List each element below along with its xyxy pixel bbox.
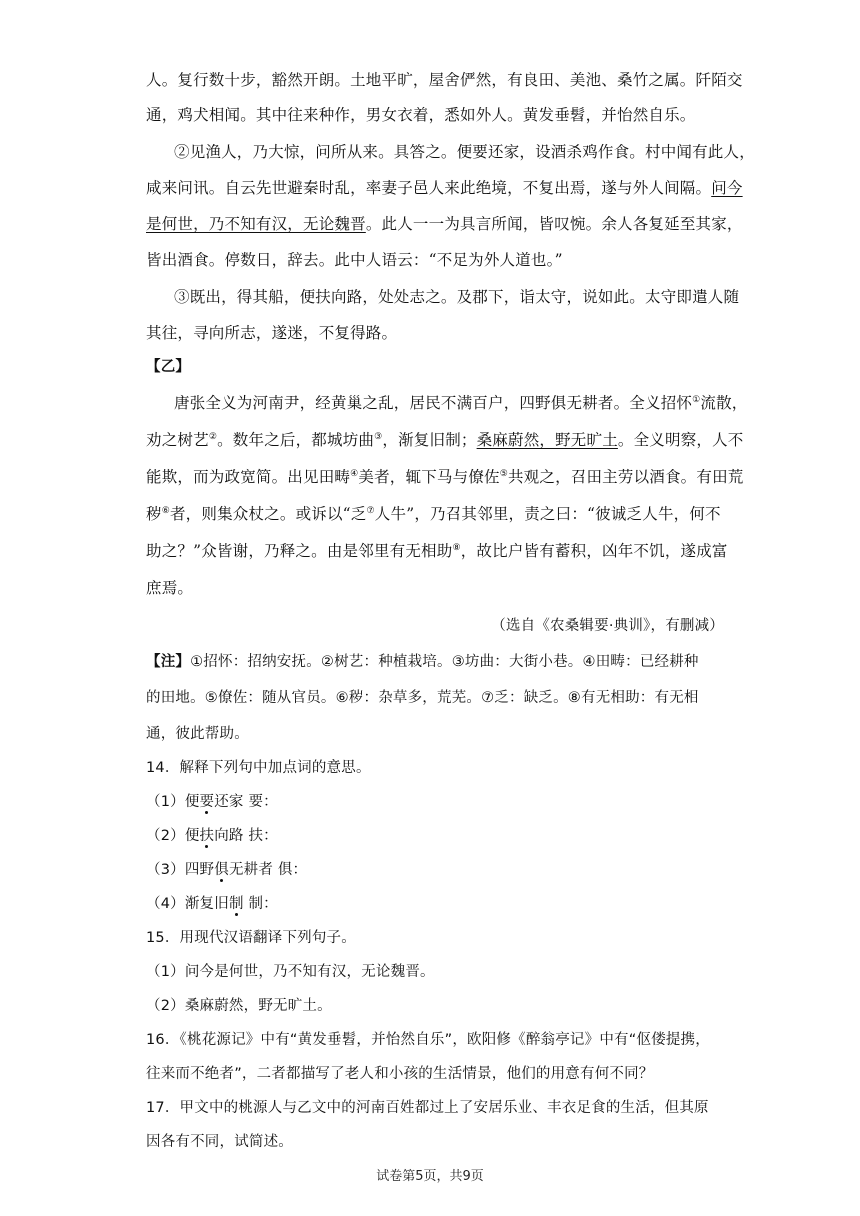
passage-jia-line: ③既出，得其船，便扶向路，处处志之。及郡下，诣太守，说如此。太守即遣人随 (174, 288, 740, 306)
passage-yi-label: 【乙】 (146, 359, 191, 375)
underlined-sentence: 桑麻蔚然，野无旷土 (476, 431, 618, 449)
text-span: 。数年之后，都城坊曲 (217, 431, 375, 449)
passage-jia-line (146, 214, 743, 234)
footnote-marker: ③ (374, 431, 383, 442)
text-span: 制： (243, 896, 278, 912)
question-16-line: 往来而不绝者”，二者都描写了老人和小孩的生活情景，他们的用意有何不同？ (146, 1066, 654, 1082)
notes-label: 【注】 (146, 654, 191, 670)
text-span: 流散， (700, 394, 748, 412)
text-span: ，渐复旧制； (382, 431, 477, 449)
passage-yi-line (146, 541, 726, 561)
footnote-marker: ⑧ (452, 542, 461, 553)
text-span: 秽 (146, 505, 162, 523)
text-span: 人牛”，乃召其邻里，责之曰：“彼诚乏人牛，何不 (374, 505, 721, 523)
notes-line (146, 652, 726, 672)
question-16-line: 16．《桃花源记》中有“黄发垂髫，并怡然自乐”，欧阳修《醉翁亭记》中有“伛偻提携， (146, 1032, 710, 1048)
passage-yi-line (146, 504, 726, 524)
text-span: （2）便 (146, 828, 200, 844)
passage-jia-line (146, 178, 743, 198)
footnote-marker: ① (692, 394, 701, 405)
footnote-marker: ⑦ (366, 505, 375, 516)
passage-yi-line (146, 430, 744, 450)
notes-line: 通，彼此帮助。 (146, 726, 249, 742)
footnote-marker: ⑤ (499, 468, 508, 479)
text-span: （4）渐复旧 (146, 896, 229, 912)
text-span: 无耕者 俱： (228, 862, 308, 878)
underlined-sentence: 是何世，乃不知有汉，无论魏晋 (146, 215, 366, 233)
text-span: 唐张全义为河南尹，经黄巢之乱，居民不满百户，四野俱无耕者。全义招怀 (174, 394, 693, 412)
passage-yi-line: 庶焉。 (146, 579, 194, 597)
passage-yi-line (174, 393, 754, 413)
notes-line: 的田地。⑤僚佐：随从官员。⑥秽：杂草多，荒芜。⑦乏：缺乏。⑧有无相助：有无相 (146, 690, 699, 706)
passage-yi-line (146, 467, 744, 487)
text-span: 还家 要： (214, 794, 278, 810)
text-span: 。此人一一为具言所闻，皆叹惋。余人各复延至其家， (365, 215, 743, 233)
text-span: （3）四野 (146, 862, 215, 878)
passage-jia-line: 人。复行数十步，豁然开朗。土地平旷，屋舍俨然，有良田、美池、桑竹之属。阡陌交 (146, 71, 743, 89)
text-span: 美者，辄下马与僚佐 (358, 468, 500, 486)
question-14-item (146, 826, 726, 846)
question-15-item: （1）问今是何世，乃不知有汉，无论魏晋。 (146, 964, 435, 980)
dotted-word: 俱 (214, 862, 229, 878)
text-span: ①招怀：招纳安抚。②树艺：种植栽培。③坊曲：大街小巷。④田畴：已经耕种 (190, 654, 699, 670)
text-span: 能欺，而为政宽简。出见田畴 (146, 468, 351, 486)
footnote-marker: ② (208, 431, 218, 442)
page-footer: 试卷第5页，共9页 (376, 1169, 484, 1184)
question-15-item: （2）桑麻蔚然，野无旷土。 (146, 998, 332, 1014)
text-span: 助之？”众皆谢，乃释之。由是邻里有无相助 (146, 542, 453, 560)
passage-jia-line: ②见渔人，乃大惊，问所从来。具答之。便要还家，设酒杀鸡作食。村中闻有此人， (174, 143, 755, 161)
text-span: （1）便 (146, 794, 200, 810)
question-14-title: 14．解释下列句中加点词的意思。 (146, 760, 371, 776)
footnote-marker: ⑥ (161, 505, 170, 516)
underlined-sentence: 问今 (711, 179, 743, 197)
text-span: 咸来问讯。自云先世避秦时乱，率妻子邑人来此绝境，不复出焉，遂与外人间隔。 (146, 179, 712, 197)
question-14-item (146, 860, 726, 880)
text-span: 者，则集众杖之。或诉以“乏 (169, 505, 367, 523)
question-14-item (146, 792, 726, 812)
text-span: 劝之树艺 (146, 431, 209, 449)
question-15-title: 15．用现代汉语翻译下列句子。 (146, 930, 356, 946)
dotted-word: 扶 (199, 828, 215, 844)
source-citation: （选自《农桑辑要·典训》，有删减） (491, 618, 724, 634)
dotted-word: 制 (228, 896, 244, 912)
passage-jia-line: 通，鸡犬相闻。其中往来种作，男女衣着，悉如外人。黄发垂髫，并怡然自乐。 (146, 106, 696, 124)
question-14-item (146, 894, 726, 914)
dotted-word: 要 (199, 794, 215, 810)
text-span: 向路 扶： (214, 828, 278, 844)
question-17-line: 17．甲文中的桃源人与乙文中的河南百姓都过上了安居乐业、丰衣足食的生活，但其原 (146, 1100, 709, 1116)
text-span: ，故比户皆有蓄积，凶年不饥，遂成富 (460, 542, 728, 560)
footnote-marker: ④ (350, 468, 359, 479)
passage-jia-line: 其往，寻向所志，遂迷，不复得路。 (146, 324, 398, 342)
text-span: 。全义明察，人不 (617, 431, 744, 449)
question-17-line: 因各有不同，试简述。 (146, 1134, 293, 1150)
text-span: 共观之，召田主劳以酒食。有田荒 (507, 468, 744, 486)
passage-jia-line: 皆出酒食。停数日，辞去。此中人语云：“不足为外人道也。” (146, 251, 563, 269)
